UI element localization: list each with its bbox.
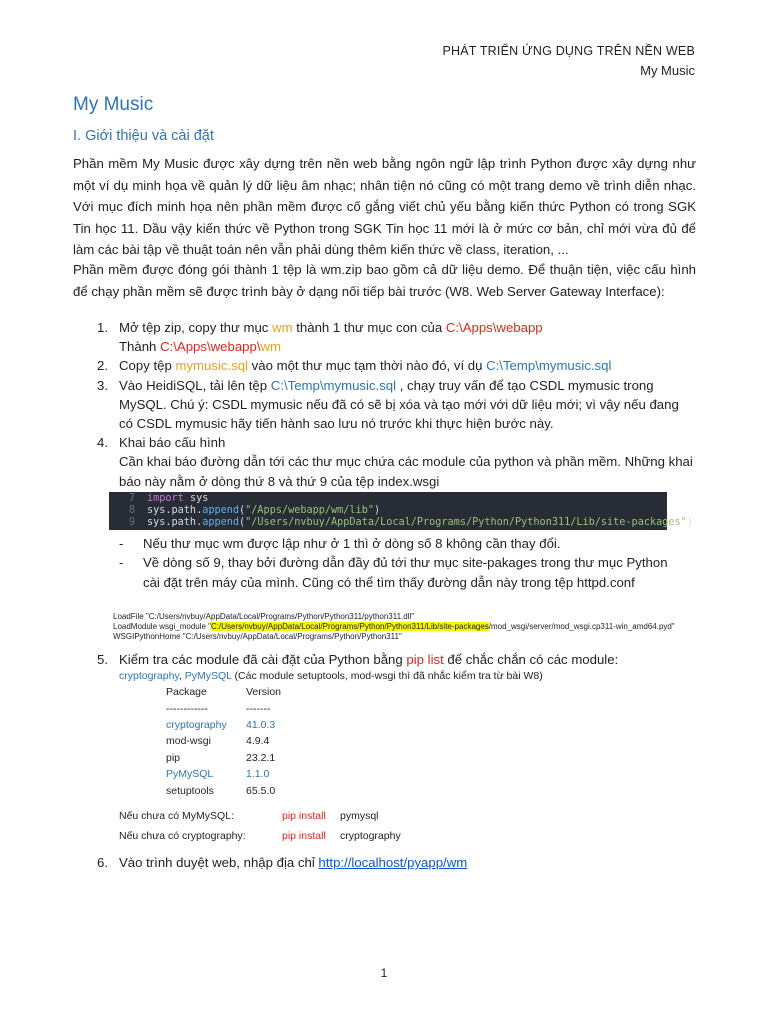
code-text: )	[373, 505, 381, 517]
path-text: C:\Temp\mymusic.sql	[270, 377, 397, 393]
step-number: 2.	[97, 358, 108, 374]
step-text: Cần khai báo đường dẫn tới các thư mục chứa các module của python và phần mềm. Những khai báo này nằm ở dòng thứ 8 và thứ 9 của tệp index.wsgi	[119, 454, 693, 489]
step-text: Thành	[119, 339, 161, 355]
install-package: pymysql	[340, 810, 379, 822]
note-item	[117, 553, 677, 592]
package-version: 41.0.3	[246, 718, 276, 731]
column-header: Version	[246, 686, 282, 699]
path-text: C:\Apps\webapp	[445, 320, 543, 335]
code-keyword: import	[147, 493, 184, 504]
install-command: pip install	[282, 830, 326, 842]
note-text: Nếu thư mục wm được lập như ở 1 thì ở dòng số 8 không cần thay đổi.	[143, 536, 561, 551]
step-3	[73, 376, 696, 434]
step-number: 6.	[97, 855, 108, 870]
package-version: 65.5.0	[246, 784, 276, 797]
table-row	[160, 782, 287, 798]
column-header: Package	[166, 686, 207, 699]
step-2	[73, 356, 696, 375]
step-heading: Khai báo cấu hình	[119, 435, 226, 451]
folder-name: wm	[272, 320, 293, 335]
code-function: append	[202, 505, 240, 517]
path-text: C:\Temp\mymusic.sql	[486, 358, 612, 374]
step-text: , chạy truy vấn để tạo CSDL mymusic trong MySQL. Chú ý: CSDL mymusic nếu đã có sẽ bị xóa và tạo mới với dữ liệu mới; vì vậy nếu đang có CSDL mymusic hãy tiến hành sao lưu nó trước khi thực hiện bước này.	[119, 377, 679, 432]
divider-cell: -------	[246, 702, 271, 715]
path-text: C:\Apps\webapp\	[160, 339, 261, 355]
packaging-paragraph: Phần mềm được đóng gói thành 1 tệp là wm.zip bao gồm cả dữ liệu demo. Để thuận tiện, việc cấu hình để chạy phần mềm sẽ được trình bày ở dạng nối tiếp bài trước (W8. Web Server Gateway Interface):	[73, 262, 696, 299]
table-divider-row	[160, 700, 287, 716]
note-item	[117, 534, 677, 553]
running-header-title: PHÁT TRIỂN ỨNG DỤNG TRÊN NỀN WEB	[442, 44, 695, 58]
code-string: "/Users/nvbuy/AppData/Local/Programs/Python/Python311/Lib/site-packages"	[245, 517, 687, 529]
folder-name: wm	[260, 339, 282, 355]
table-row	[160, 717, 287, 733]
install-condition: Nếu chưa có MyMySQL:	[119, 810, 234, 822]
package-name: cryptography	[166, 718, 227, 731]
document-title: My Music	[73, 94, 154, 115]
step-number: 3.	[97, 377, 108, 393]
step-text: Vào trình duyệt web, nhập địa chỉ	[119, 855, 319, 870]
table-row	[160, 750, 287, 766]
install-command: pip install	[282, 810, 326, 822]
step-text: Vào HeidiSQL, tải lên tệp	[119, 377, 271, 393]
table-header-row	[160, 684, 287, 700]
code-text: (	[239, 517, 246, 529]
code-snippet	[109, 492, 693, 530]
page-number: 1	[380, 966, 388, 980]
code-line-8	[109, 505, 667, 517]
line-number: 8	[128, 505, 135, 517]
code-text: (	[239, 505, 246, 517]
command-text: pip list	[406, 652, 444, 667]
code-text: sys.path.	[147, 517, 203, 529]
code-text: sys	[183, 493, 209, 504]
file-name: mymusic.sql	[175, 358, 248, 374]
code-line-9	[109, 517, 693, 529]
code-string: "/Apps/webapp/wm/lib"	[245, 505, 374, 517]
package-name: setuptools	[166, 784, 214, 797]
install-condition: Nếu chưa có cryptography:	[119, 830, 246, 842]
conf-line: LoadModule wsgi_module "	[113, 622, 212, 631]
step-text: vào một thư mục tạm thời nào đó, ví dụ	[248, 358, 487, 374]
step-text: thành 1 thư mục con của	[292, 320, 446, 335]
localhost-link[interactable]: http://localhost/pyapp/wm	[318, 855, 468, 870]
line-number: 9	[128, 517, 135, 529]
package-version: 23.2.1	[246, 751, 276, 764]
line-number: 7	[128, 493, 135, 504]
running-header-subtitle: My Music	[640, 63, 695, 78]
step-6	[73, 853, 696, 872]
required-modules	[119, 670, 543, 682]
step-text: Mở tệp zip, copy thư mục	[119, 320, 273, 335]
module-note: (Các module setuptools, mod-wsgi thì đã nhắc kiểm tra từ bài W8)	[231, 670, 543, 682]
conf-line: /mod_wsgi/server/mod_wsgi.cp311-win_amd64.pyd"	[488, 622, 675, 631]
module-name: cryptography	[119, 670, 179, 682]
divider-cell: ------------	[166, 702, 208, 715]
separator: ,	[178, 670, 185, 682]
step-1	[73, 318, 696, 356]
step-text: để chắc chắn có các module:	[443, 652, 619, 667]
notes-list	[117, 534, 677, 592]
intro-paragraph: Phần mềm My Music được xây dựng trên nền web bằng ngôn ngữ lập trình Python được xây dựng như một ví dụ minh họa về quản lý dữ liệu âm nhạc; nhân tiện nó cũng có một trang demo về trình diễn nhạc. Với mục đích minh họa nên phần mềm được cố gắng viết chủ yếu bằng kiến thức Python có trong SGK Tin học 11. Dầu vậy kiến thức về Python trong SGK Tin học 11 mới là ở mức cơ bản, chỉ mới vừa đủ để làm các bài tập về thuật toán nên vẫn phải dùng thêm kiến thức về class, iteration, ...	[73, 156, 696, 257]
dash-bullet: -	[119, 536, 124, 551]
step-text: Kiểm tra các module đã cài đặt của Python bằng	[119, 652, 407, 667]
step-number: 4.	[97, 435, 108, 451]
code-text: sys.path.	[147, 505, 203, 517]
table-row	[160, 766, 287, 782]
table-row	[160, 733, 287, 749]
package-name: mod-wsgi	[166, 735, 211, 748]
package-name: pip	[166, 751, 181, 764]
conf-line: LoadFile "C:/Users/nvbuy/AppData/Local/Programs/Python/Python311/python311.dll"	[113, 612, 415, 621]
step-number: 5.	[97, 652, 108, 667]
install-package: cryptography	[340, 830, 401, 842]
highlighted-path: C:/Users/nvbuy/AppData/Local/Programs/Python/Python311/Lib/site-packages	[211, 622, 489, 631]
package-version: 4.9.4	[246, 735, 270, 748]
code-line-7	[109, 493, 667, 505]
code-function: append	[202, 517, 240, 529]
package-table	[160, 684, 287, 799]
step-4	[73, 433, 696, 491]
conf-line: WSGIPythonHome "C:/Users/nvbuy/AppData/Local/Programs/Python/Python311"	[113, 632, 402, 641]
httpd-conf-excerpt	[113, 612, 675, 642]
section-heading: I. Giới thiệu và cài đặt	[73, 128, 214, 144]
note-text: Về dòng số 9, thay bởi đường dẫn đầy đủ tới thư mục site-pakages trong thư mục Python cài đặt trên máy của mình. Cũng có thể tìm thấy đường dẫn này trong tệp httpd.conf	[143, 555, 668, 590]
package-name: PyMySQL	[166, 768, 214, 781]
package-version: 1.1.0	[246, 768, 270, 781]
step-5	[73, 650, 696, 670]
dash-bullet: -	[119, 555, 124, 571]
module-name: PyMySQL	[184, 670, 232, 682]
steps-list	[73, 318, 696, 491]
code-text: )	[686, 517, 693, 529]
step-number: 1.	[97, 320, 108, 335]
step-text: Copy tệp	[119, 358, 176, 374]
